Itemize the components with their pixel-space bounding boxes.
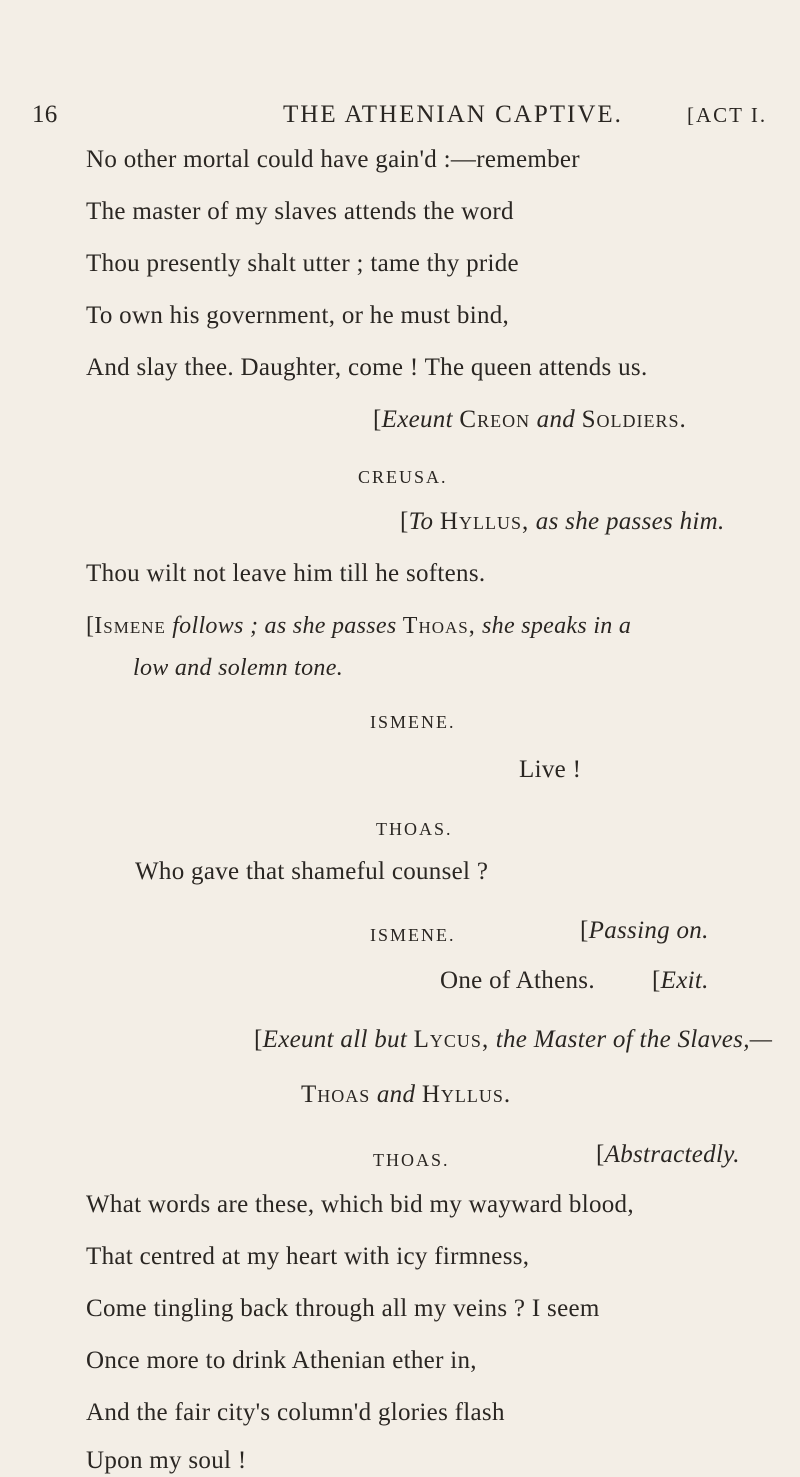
character-name: Lycus, [413,1026,490,1053]
character-name: Hyllus. [421,1081,512,1108]
bracket: [ [596,1141,605,1168]
verse-line: What words are these, which bid my wayward blood, [86,1191,634,1218]
running-title: THE ATHENIAN CAPTIVE. [283,101,623,128]
verse-line: Come tingling back through all my veins ? I seem [86,1295,600,1322]
character-name: Thoas [301,1081,371,1108]
sd-text: Passing on. [588,917,709,944]
sd-text: Exeunt all but [262,1026,408,1053]
act-label: [ACT I. [687,103,768,127]
bracket: [ [580,917,589,944]
page-number: 16 [32,101,58,128]
stage-direction [254,1025,772,1055]
sd-text: and [376,1081,416,1108]
verse-line: Thou presently shalt utter ; tame thy pride [86,250,519,277]
speaker-label: ISMENE. [370,925,456,945]
verse-line: One of Athens. [440,967,595,994]
bracket: [ [652,967,661,994]
sd-text: as she passes him. [535,508,725,535]
verse-line: Live ! [519,756,582,783]
speaker-label: THOAS. [376,819,453,839]
stage-direction [652,966,709,996]
speaker-label: THOAS. [373,1150,450,1170]
stage-direction-continued [301,1080,511,1110]
character-name: Hyllus, [439,508,530,535]
character-name: Creon [459,406,531,433]
verse-line: And slay thee. Daughter, come ! The queen attends us. [86,354,648,381]
bracket: [ [254,1026,263,1053]
bracket: [ [373,406,382,433]
bracket: [ [400,508,409,535]
stage-direction [400,507,725,537]
stage-direction-continued: low and solemn tone. [133,655,343,681]
sd-text: Exit. [660,967,709,994]
verse-line: No other mortal could have gain'd :—remember [86,146,580,173]
verse-line: To own his government, or he must bind, [86,302,510,329]
stage-direction [580,916,709,946]
verse-line: Upon my soul ! [86,1447,247,1474]
speaker-label: CREUSA. [358,467,448,487]
verse-line: Once more to drink Athenian ether in, [86,1347,477,1374]
verse-line: And the fair city's column'd glories flash [86,1399,505,1426]
bracket: [ [86,613,95,639]
character-name: Soldiers. [581,406,687,433]
speaker-label: ISMENE. [370,712,456,732]
sd-text: the Master of the Slaves,— [495,1026,773,1053]
sd-text: To [408,508,434,535]
sd-text: and [536,406,576,433]
character-name: Ismene [94,613,166,639]
sd-text: Abstractedly. [604,1141,740,1168]
sd-text: she speaks in a [482,613,632,639]
stage-direction [596,1140,740,1170]
verse-line: Who gave that shameful counsel ? [135,858,489,885]
sd-text: Exeunt [381,406,453,433]
verse-line: That centred at my heart with icy firmness, [86,1243,530,1270]
verse-line: Thou wilt not leave him till he softens. [86,560,486,587]
character-name: Thoas, [402,613,476,639]
verse-line: The master of my slaves attends the word [86,198,514,225]
stage-direction [86,611,631,641]
sd-text: follows ; as she passes [172,613,397,639]
stage-direction [373,405,687,435]
